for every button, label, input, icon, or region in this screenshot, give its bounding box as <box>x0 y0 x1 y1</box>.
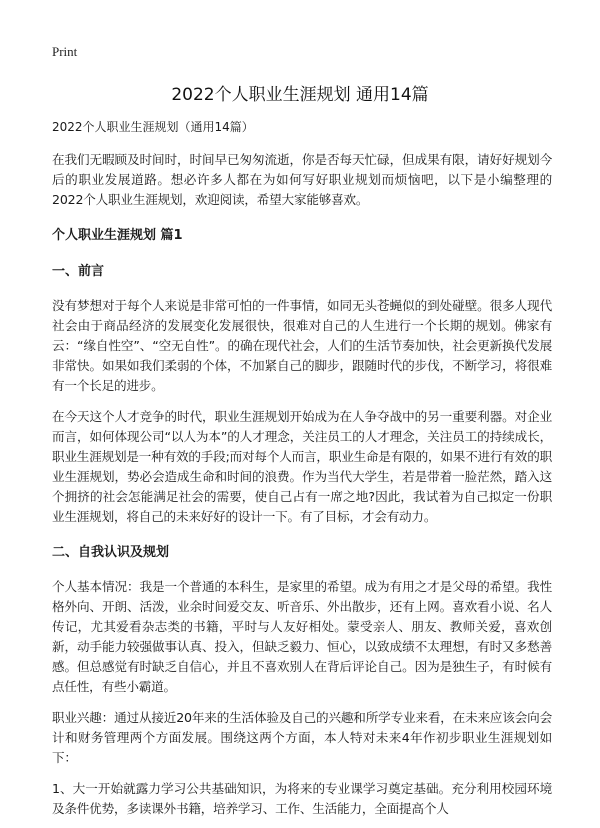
article-body <box>52 118 552 828</box>
article-heading: 个人职业生涯规划 篇1 <box>52 228 183 243</box>
section-heading-self-awareness: 二、自我认识及规划 <box>52 545 170 560</box>
self-awareness-paragraph-2: 职业兴趣：通过从接近20年来的生活体验及自己的兴趣和所学专业来看，在未来应该会向会计和财务管理两个方面发展。围绕这两个方面，本人特对未来4年作初步职业生涯规划如下： <box>52 710 552 765</box>
section-heading-preface: 一、前言 <box>52 264 105 279</box>
preface-paragraph-1: 没有梦想对于每个人来说是非常可怕的一件事情，如同无头苍蝇似的到处碰壁。很多人现代社会由于商品经济的发展变化发展很快，很难对自己的人生进行一个长期的规划。佛家有云：“缘自性空”、“空无自性”。的确在现代社会，人们的生活节奏加快，社会更新换代发展非常快。如果如我们柔弱的个体，不加紧自己的脚步，跟随时代的步伐，不断学习，将很难有一个长足的进步。 <box>52 298 552 393</box>
preface-paragraph-2: 在今天这个人才竞争的时代，职业生涯规划开始成为在人争夺战中的另一重要利器。对企业而言，如何体现公司“以人为本”的人才理念，关注员工的人才理念，关注员工的持续成长，职业生涯规划是一种有效的手段;而对每个人而言，职业生命是有限的，如果不进行有效的职业生涯规划，势必会造成生命和时间的浪费。作为当代大学生，若是带着一脸茫然，踏入这个拥挤的社会怎能满足社会的需要，使自己占有一席之地?因此，我试着为自己拟定一份职业生涯规划，将自己的未来好好的设计一下。有了目标，才会有动力。 <box>52 409 552 524</box>
self-awareness-paragraph-1: 个人基本情况：我是一个普通的本科生，是家里的希望。成为有用之才是父母的希望。我性格外向、开朗、活泼，业余时间爱交友、听音乐、外出散步，还有上网。喜欢看小说、名人传记，尤其爱看杂志类的书籍，平时与人友好相处。蒙受亲人、朋友、教师关爱，喜欢创新，动手能力较强做事认真、投入，但缺乏毅力、恒心，以致成绩不太理想，有时又多愁善感。但总感觉有时缺乏自信心，并且不喜欢别人在背后评论自己。因为是独生子，有时候有点任性，有些小霸道。 <box>52 579 552 694</box>
page-title: 2022个人职业生涯规划 通用14篇 <box>171 85 429 105</box>
self-awareness-paragraph-3: 1、大一开始就露力学习公共基础知识，为将来的专业课学习奠定基础。充分利用校园环境及条件优势，多读课外书籍，培养学习、工作、生活能力，全面提高个人 <box>52 781 552 816</box>
article-subtitle: 2022个人职业生涯规划（通用14篇） <box>52 120 254 134</box>
print-link[interactable]: Print <box>52 44 78 59</box>
intro-paragraph: 在我们无暇顾及时间时，时间早已匆匆流逝，你是否每天忙碌，但成果有限，请好好规划今后的职业发展道路。想必许多人都在为如何写好职业规划而烦恼吧，以下是小编整理的2022个人职业生涯规划，欢迎阅读，希望大家能够喜欢。 <box>52 152 552 207</box>
